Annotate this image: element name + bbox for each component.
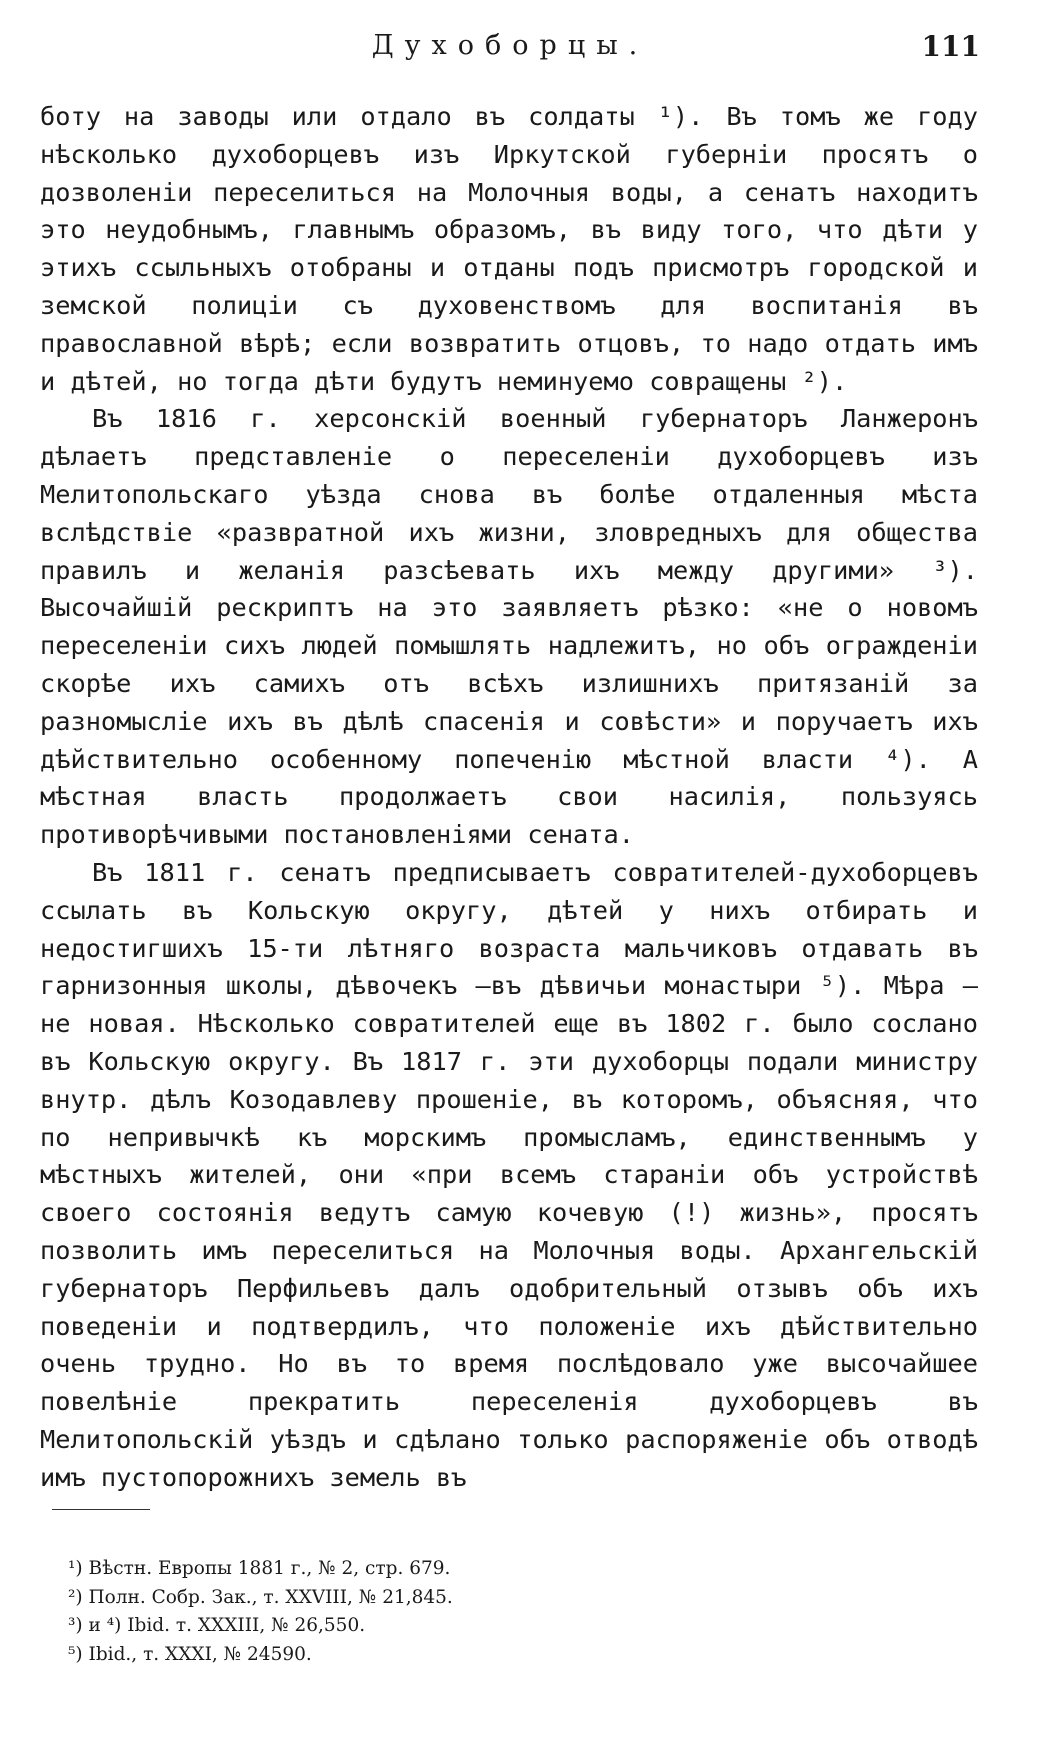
footnotes — [68, 1555, 968, 1669]
paragraph-1811: Въ 1811 г. сенатъ предписываетъ совратителей-духоборцевъ ссылать въ Кольскую округу, дѣтей у нихъ отбирать и недостигшихъ 15-ти лѣтняго возраста мальчиковъ отдавать въ гарнизонныя школы, дѣвочекъ —въ дѣвичьи монастыри ⁵). Мѣра —не новая. Нѣсколько совратителей еще въ 1802 г. было сослано въ Кольскую округу. Въ 1817 г. эти духоборцы подали министру внутр. дѣлъ Козодавлеву прошеніе, въ которомъ, объясняя, что по непривычкѣ къ морскимъ промысламъ, единственнымъ у мѣстныхъ жителей, они «при всемъ стараніи объ устройствѣ своего состоянія ведутъ самую кочевую (!) жизнь», просятъ позволить имъ переселиться на Молочныя воды. Архангельскій губернаторъ Перфильевъ далъ одобрительный отзывъ объ ихъ поведеніи и подтвердилъ, что положеніе ихъ дѣйствительно очень трудно. Но въ то время послѣдовало уже высочайшее повелѣніе прекратить переселенія духоборцевъ въ Мелитопольскій уѣздъ и сдѣлано только распоряженіе объ отводѣ имъ пустопорожнихъ земель въ — [40, 857, 978, 1492]
page-number: 111 — [921, 30, 980, 63]
paragraph-continued: боту на заводы или отдало въ солдаты ¹). Въ томъ же году нѣсколько духоборцевъ изъ Иркутской губерніи просятъ о дозволеніи переселиться на Молочныя воды, а сенатъ находитъ это неудобнымъ, главнымъ образомъ, въ виду того, что дѣти у этихъ ссыльныхъ отобраны и отданы подъ присмотръ городской и земской полиціи съ духовенствомъ для воспитанія въ православной вѣрѣ; если возвратить отцовъ, то надо отдать имъ и дѣтей, но тогда дѣти будутъ неминуемо совращены ²). — [40, 102, 978, 396]
paragraph-1816: Въ 1816 г. херсонскій военный губернаторъ Ланжеронъ дѣлаетъ представленіе о переселеніи духоборцевъ изъ Мелитопольскаго уѣзда снова въ болѣе отдаленныя мѣста вслѣдствіе «развратной ихъ жизни, зловредныхъ для общества правилъ и желанія разсѣевать ихъ между другими» ³). Высочайшій рескриптъ на это заявляетъ рѣзко: «не о новомъ переселеніи сихъ людей помышлять надлежитъ, но объ огражденіи скорѣе ихъ самихъ отъ всѣхъ излишнихъ притязаній за разномысліе ихъ въ дѣлѣ спасенія и совѣсти» и поручаетъ ихъ дѣйствительно особенному попеченію мѣстной власти ⁴). А мѣстная власть продолжаетъ свои насилія, пользуясь противорѣчивыми постановленіями сената. — [40, 404, 978, 850]
footnote-1: ¹) Вѣстн. Европы 1881 г., № 2, стр. 679. — [68, 1558, 451, 1579]
footnote-separator — [52, 1509, 150, 1510]
footnote-5: ⁵) Ibid., т. XXXI, № 24590. — [68, 1643, 312, 1665]
footnote-3-4: ³) и ⁴) Ibid. т. XXXIII, № 26,550. — [68, 1615, 366, 1636]
running-title: Духоборцы. — [371, 30, 649, 61]
footnote-2: ²) Полн. Собр. Зак., т. XXVIII, № 21,845. — [68, 1586, 453, 1608]
page-header — [40, 30, 980, 70]
main-text — [40, 98, 978, 1496]
